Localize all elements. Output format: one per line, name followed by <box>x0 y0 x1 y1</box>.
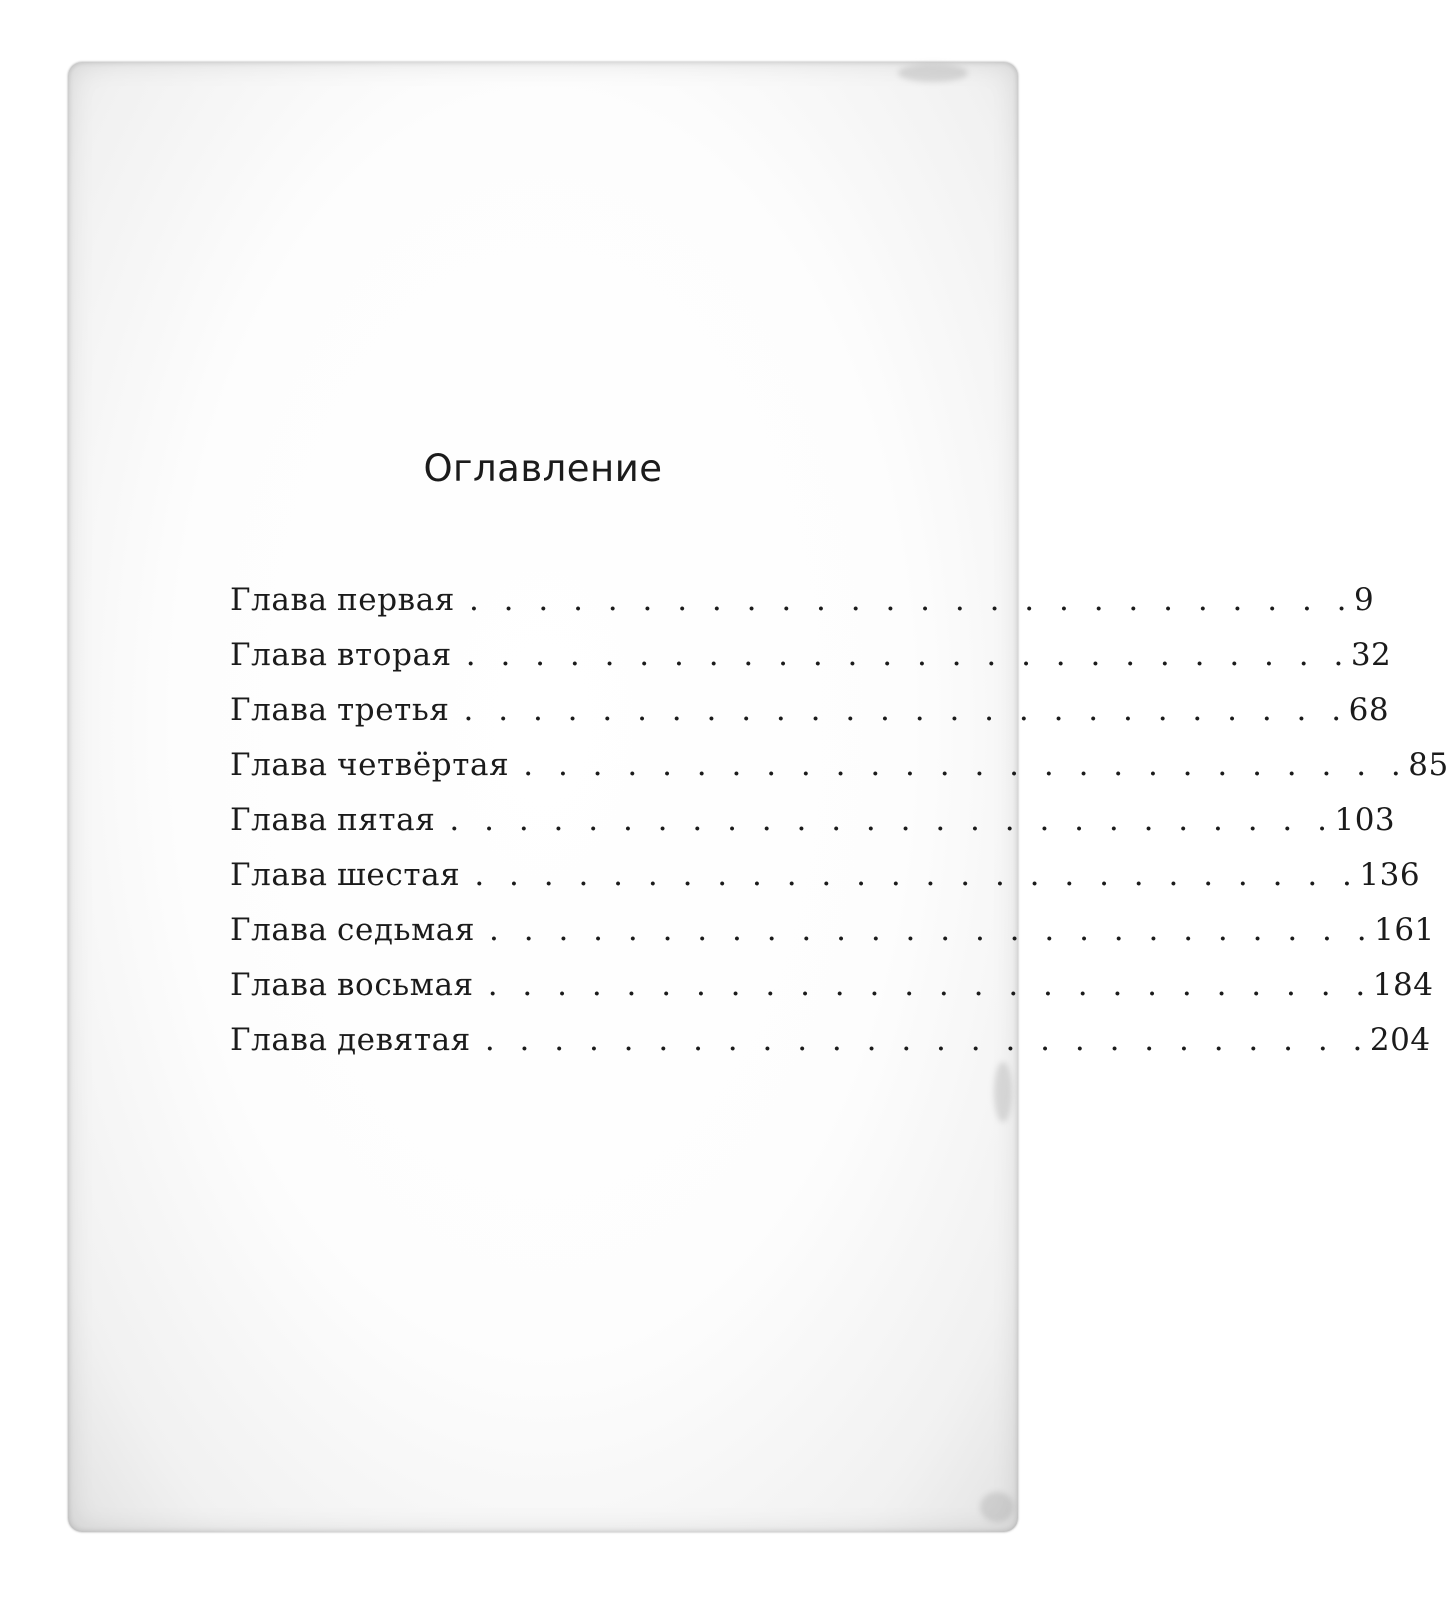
book-page <box>68 62 1449 1532</box>
dot-leader: . . . . . . . . . . . . . . . . . . . . . . . . . . <box>487 967 1373 1003</box>
chapter-name: четвёртая <box>337 747 510 783</box>
toc-entry[interactable] <box>230 802 1396 857</box>
dot-leader: . . . . . . . . . . . . . . . . . . . . . . . . . . <box>489 912 1375 948</box>
page-title: Оглавление <box>423 447 663 490</box>
page-number: 136 <box>1359 857 1421 893</box>
page-number: 85 <box>1408 747 1449 783</box>
toc-entry[interactable] <box>230 692 1390 747</box>
chapter-word: Глава <box>230 637 328 673</box>
chapter-word: Глава <box>230 747 328 783</box>
paper-stain <box>994 1062 1012 1122</box>
chapter-word: Глава <box>230 912 328 948</box>
table-of-contents <box>230 582 1449 1077</box>
dot-leader: . . . . . . . . . . . . . . . . . . . . . . . . . . <box>463 692 1349 728</box>
toc-entry[interactable] <box>230 912 1435 967</box>
toc-entry[interactable] <box>230 857 1421 912</box>
toc-entry[interactable] <box>230 747 1449 802</box>
page-number: 204 <box>1369 1022 1431 1058</box>
chapter-name: шестая <box>337 857 461 893</box>
chapter-name: восьмая <box>337 967 474 1003</box>
chapter-name: седьмая <box>337 912 476 948</box>
page-number: 32 <box>1350 637 1392 673</box>
paper-stain <box>980 1492 1014 1522</box>
paper-stain <box>898 64 968 82</box>
chapter-word: Глава <box>230 802 328 838</box>
dot-leader: . . . . . . . . . . . . . . . . . . . . . . . . . . <box>474 857 1360 893</box>
chapter-word: Глава <box>230 857 328 893</box>
chapter-name: третья <box>337 692 450 728</box>
page-number: 103 <box>1334 802 1396 838</box>
page-number: 68 <box>1348 692 1390 728</box>
chapter-word: Глава <box>230 582 328 618</box>
chapter-word: Глава <box>230 967 328 1003</box>
dot-leader: . . . . . . . . . . . . . . . . . . . . . . . . . . <box>468 582 1355 618</box>
chapter-word: Глава <box>230 692 328 728</box>
toc-entry[interactable] <box>230 1022 1431 1077</box>
dot-leader: . . . . . . . . . . . . . . . . . . . . . . . . . . <box>465 637 1351 673</box>
page-number: 9 <box>1354 582 1375 618</box>
dot-leader: . . . . . . . . . . . . . . . . . . . . . . . . . . <box>449 802 1335 838</box>
toc-entry[interactable] <box>230 637 1392 692</box>
chapter-name: первая <box>337 582 455 618</box>
toc-entry[interactable] <box>230 582 1375 637</box>
page-number: 161 <box>1374 912 1435 948</box>
chapter-word: Глава <box>230 1022 328 1058</box>
page-number: 184 <box>1372 967 1434 1003</box>
toc-entry[interactable] <box>230 967 1434 1022</box>
chapter-name: девятая <box>337 1022 471 1058</box>
chapter-name: вторая <box>337 637 452 673</box>
dot-leader: . . . . . . . . . . . . . . . . . . . . . . . . . . <box>484 1022 1370 1058</box>
dot-leader: . . . . . . . . . . . . . . . . . . . . . . . . . . <box>523 747 1409 783</box>
chapter-name: пятая <box>337 802 436 838</box>
